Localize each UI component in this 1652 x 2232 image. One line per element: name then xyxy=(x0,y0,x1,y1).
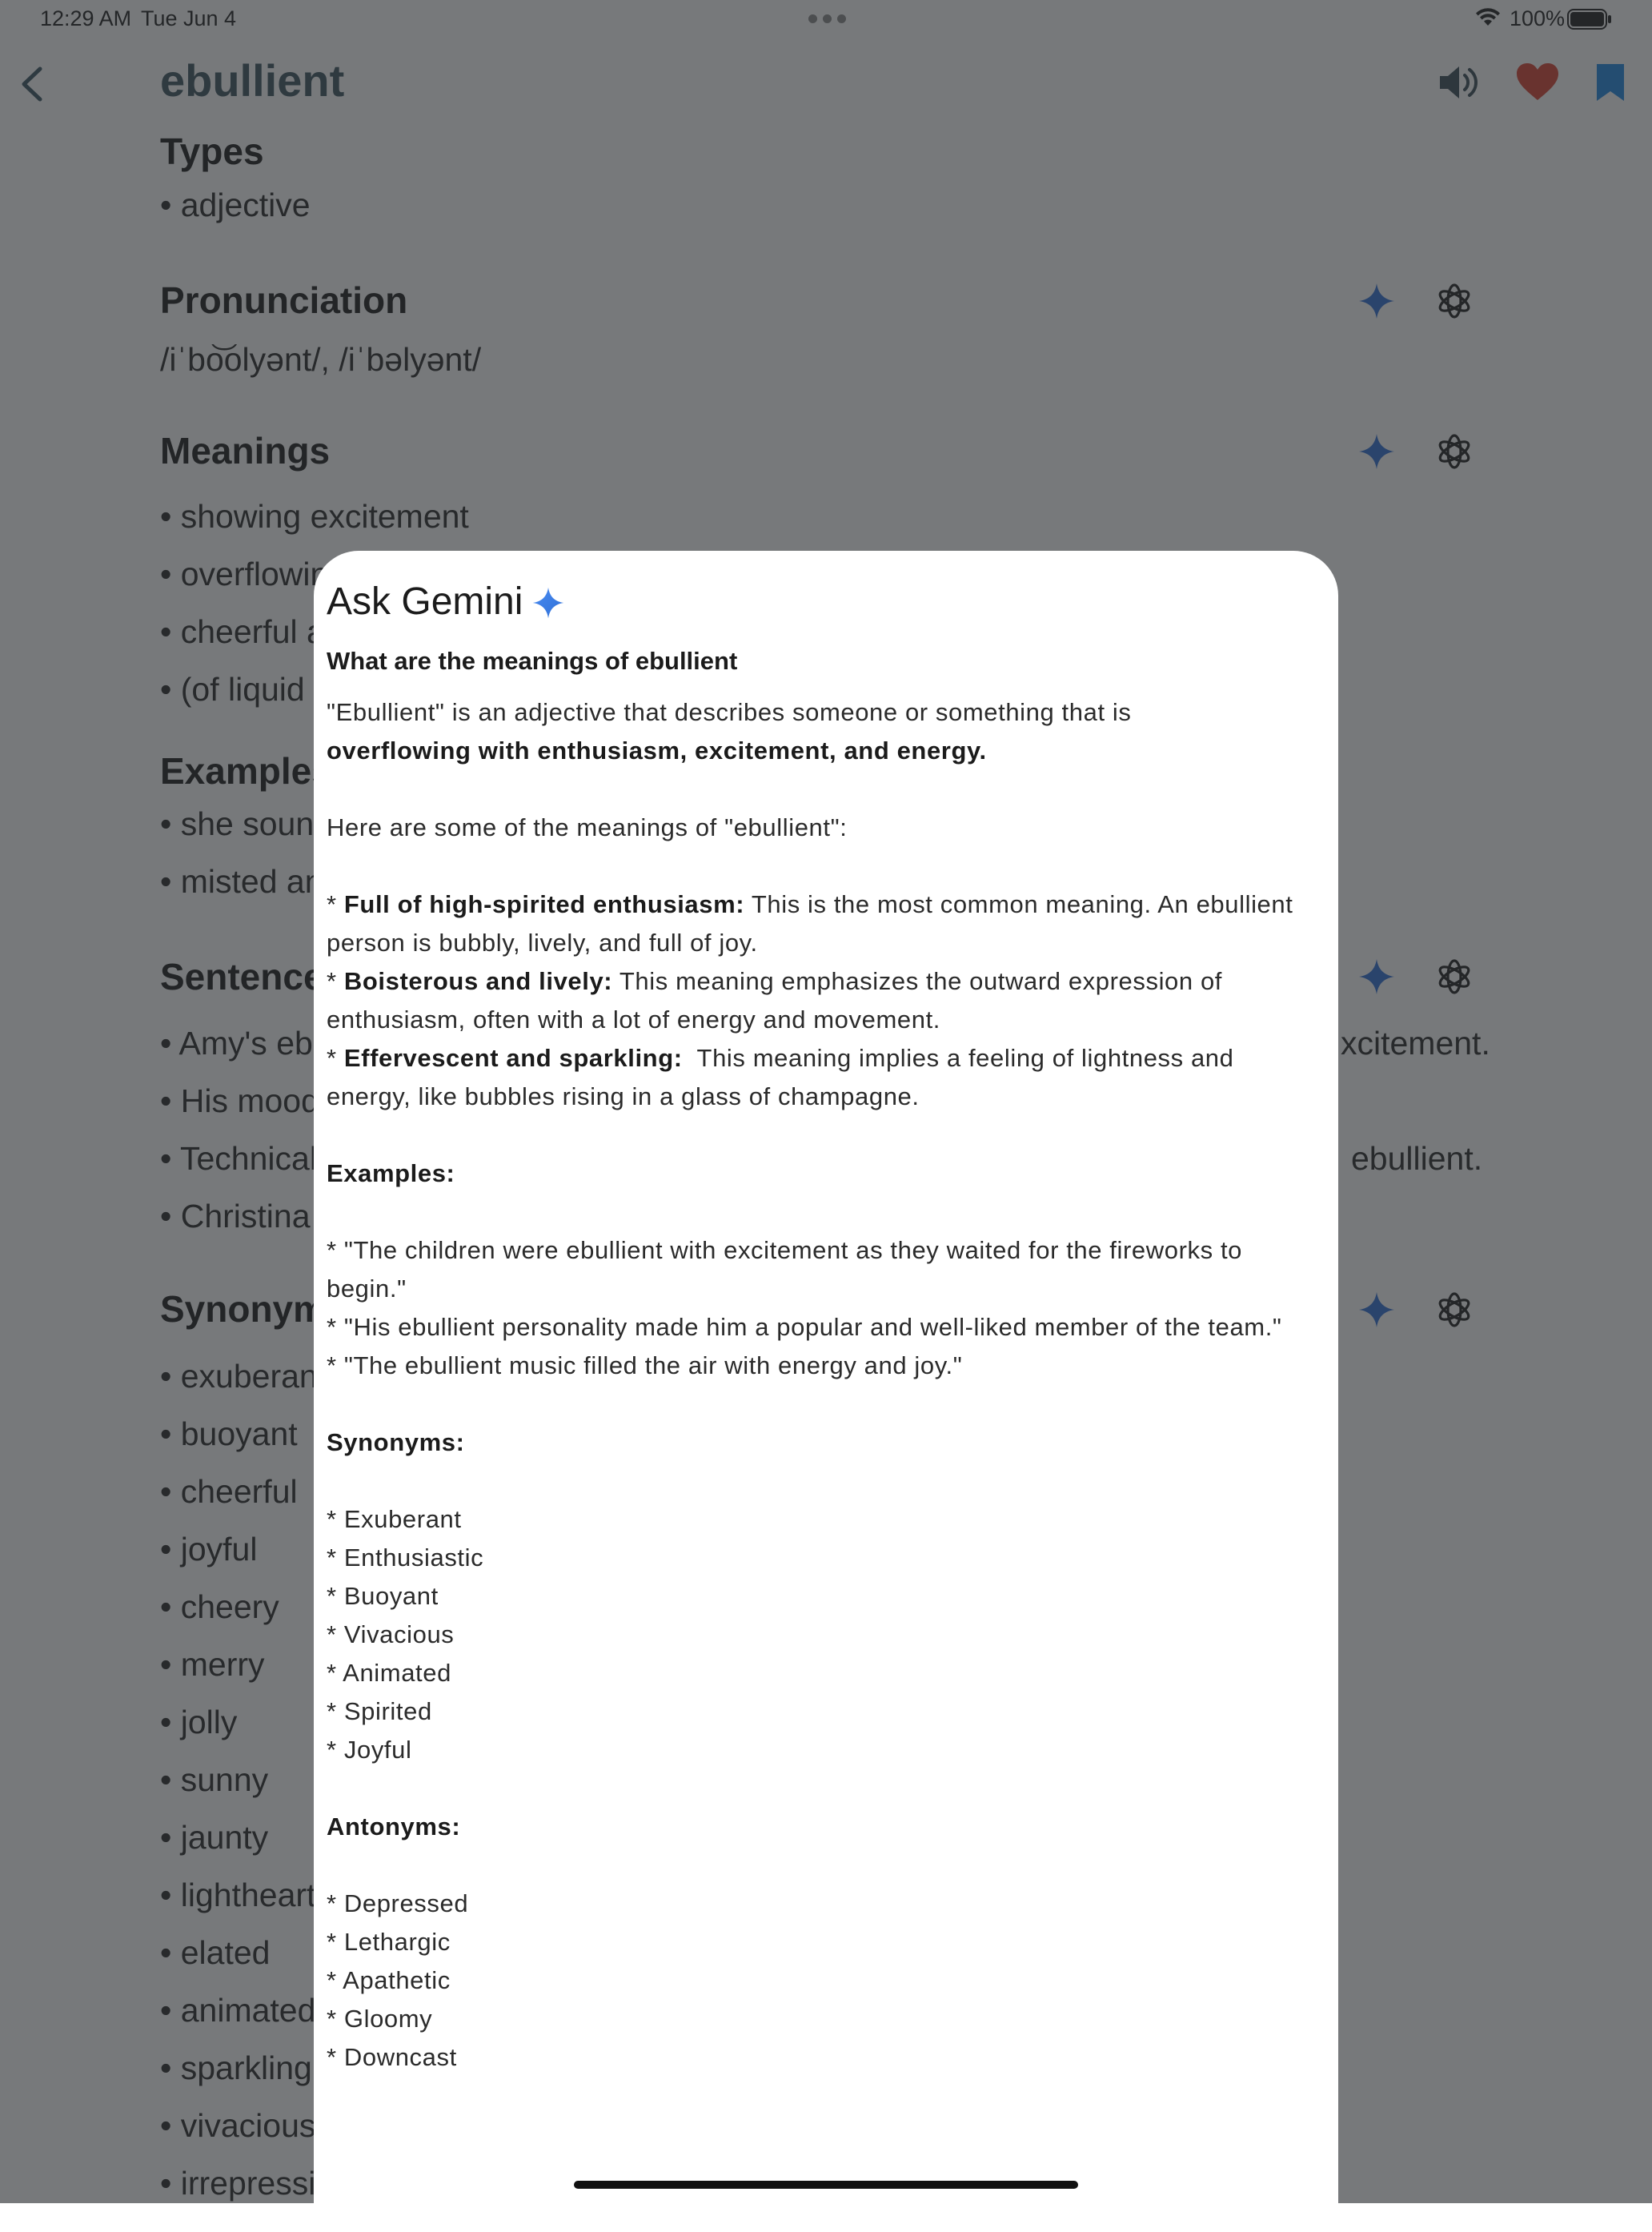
synonym-entry: * Animated xyxy=(327,1659,451,1687)
antonym-entry: * Gloomy xyxy=(327,2005,433,2033)
example-entry: * "The children were ebullient with excitement as they waited for the fireworks to begin." xyxy=(327,1236,1242,1303)
gemini-answer xyxy=(327,693,1323,2077)
answer-intro: "Ebullient" is an adjective that describes someone or something that is xyxy=(327,698,1132,726)
home-indicator[interactable] xyxy=(574,2181,1078,2189)
synonym-entry: * Joyful xyxy=(327,1736,412,1764)
question-text: What are the meanings of ebullient xyxy=(327,647,738,675)
synonym-entry: * Vivacious xyxy=(327,1620,455,1648)
meaning-entry: * Effervescent and sparkling: This meaning implies a feeling of lightness and energy, like bubbles rising in a glass of champagne. xyxy=(327,1044,1241,1110)
ask-gemini-sheet xyxy=(314,551,1338,2232)
synonym-entry: * Exuberant xyxy=(327,1505,462,1533)
example-entry: * "The ebullient music filled the air with energy and joy." xyxy=(327,1351,963,1379)
example-entry: * "His ebullient personality made him a popular and well-liked member of the team." xyxy=(327,1313,1282,1341)
antonym-entry: * Apathetic xyxy=(327,1966,451,1994)
meaning-entry: * Full of high-spirited enthusiasm: This is the most common meaning. An ebullient person is bubbly, lively, and full of joy. xyxy=(327,890,1293,957)
synonyms-subheading: Synonyms: xyxy=(327,1428,465,1456)
meanings-lead: Here are some of the meanings of "ebullient": xyxy=(327,813,848,841)
examples-subheading: Examples: xyxy=(327,1159,455,1187)
meaning-entry: * Boisterous and lively: This meaning emphasizes the outward expression of enthusiasm, often with a lot of energy and movement. xyxy=(327,967,1223,1034)
antonym-entry: * Downcast xyxy=(327,2043,457,2071)
synonym-entry: * Buoyant xyxy=(327,1582,439,1610)
antonym-entry: * Lethargic xyxy=(327,1928,451,1956)
antonyms-subheading: Antonyms: xyxy=(327,1812,461,1841)
synonym-entry: * Spirited xyxy=(327,1697,432,1725)
antonym-entry: * Depressed xyxy=(327,1889,469,1917)
sheet-title: Ask Gemini xyxy=(327,580,523,623)
gemini-sparkle-icon xyxy=(531,586,565,620)
synonym-entry: * Enthusiastic xyxy=(327,1544,484,1572)
answer-intro-bold: overflowing with enthusiasm, excitement, and energy. xyxy=(327,737,987,765)
